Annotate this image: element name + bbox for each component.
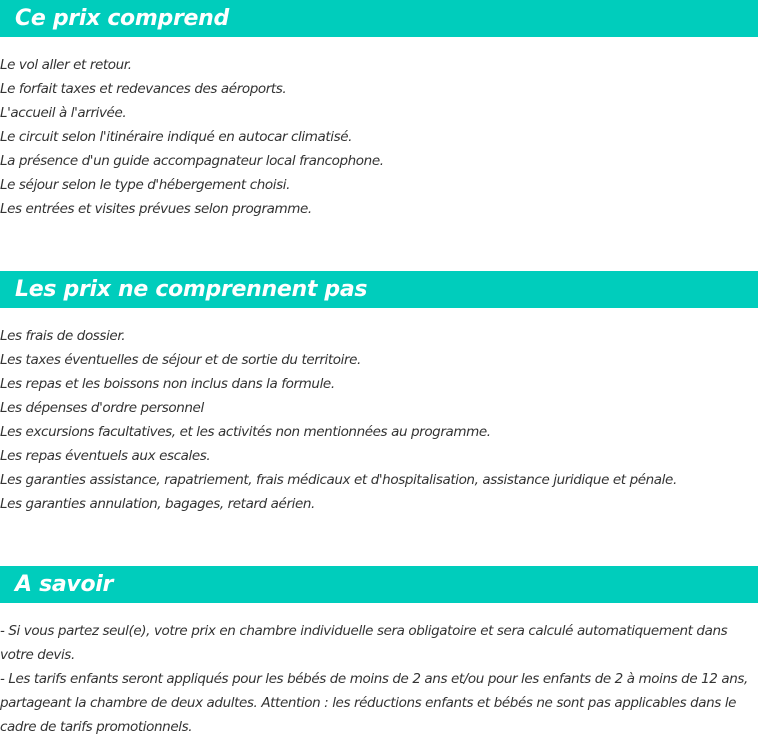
list-item: Les dépenses d'ordre personnel [0,400,204,416]
section-price-excludes [0,271,758,516]
list-item: Le forfait taxes et redevances des aéroports. [0,81,287,97]
list-item: Les repas éventuels aux escales. [0,448,211,464]
section-good-to-know [0,566,758,739]
section-header [0,271,758,308]
list-item: Les repas et les boissons non inclus dans la formule. [0,376,335,392]
list-item: Les frais de dossier. [0,328,126,344]
list-item: Les garanties assistance, rapatriement, frais médicaux et d'hospitalisation, assistance juridique et pénale. [0,472,677,488]
section-header [0,566,758,603]
section-price-includes [0,0,758,221]
section-title: A savoir [15,572,114,597]
list-item: Les excursions facultatives, et les activités non mentionnées au programme. [0,424,491,440]
section-body [0,37,758,221]
section-body [0,603,758,739]
list-item: L'accueil à l'arrivée. [0,105,127,121]
list-item: Le séjour selon le type d'hébergement choisi. [0,177,290,193]
list-item: - Si vous partez seul(e), votre prix en chambre individuelle sera obligatoire et sera calculé automatiquement dans votre devis. [0,623,728,663]
list-item: Les taxes éventuelles de séjour et de sortie du territoire. [0,352,361,368]
list-item: Les entrées et visites prévues selon programme. [0,201,312,217]
list-item: Les garanties annulation, bagages, retard aérien. [0,496,315,512]
list-item: La présence d'un guide accompagnateur local francophone. [0,153,384,169]
section-title: Ce prix comprend [15,6,229,31]
list-item: Le circuit selon l'itinéraire indiqué en autocar climatisé. [0,129,353,145]
section-header [0,0,758,37]
list-item: - Les tarifs enfants seront appliqués pour les bébés de moins de 2 ans et/ou pour les enfants de 2 à moins de 12 ans, partageant la chambre de deux adultes. Attention : les réductions enfants et bébés ne sont pas applicables dans le cadre de tarifs promotionnels. [0,671,748,735]
list-item: Le vol aller et retour. [0,57,132,73]
section-title: Les prix ne comprennent pas [15,277,368,302]
section-body [0,308,758,516]
